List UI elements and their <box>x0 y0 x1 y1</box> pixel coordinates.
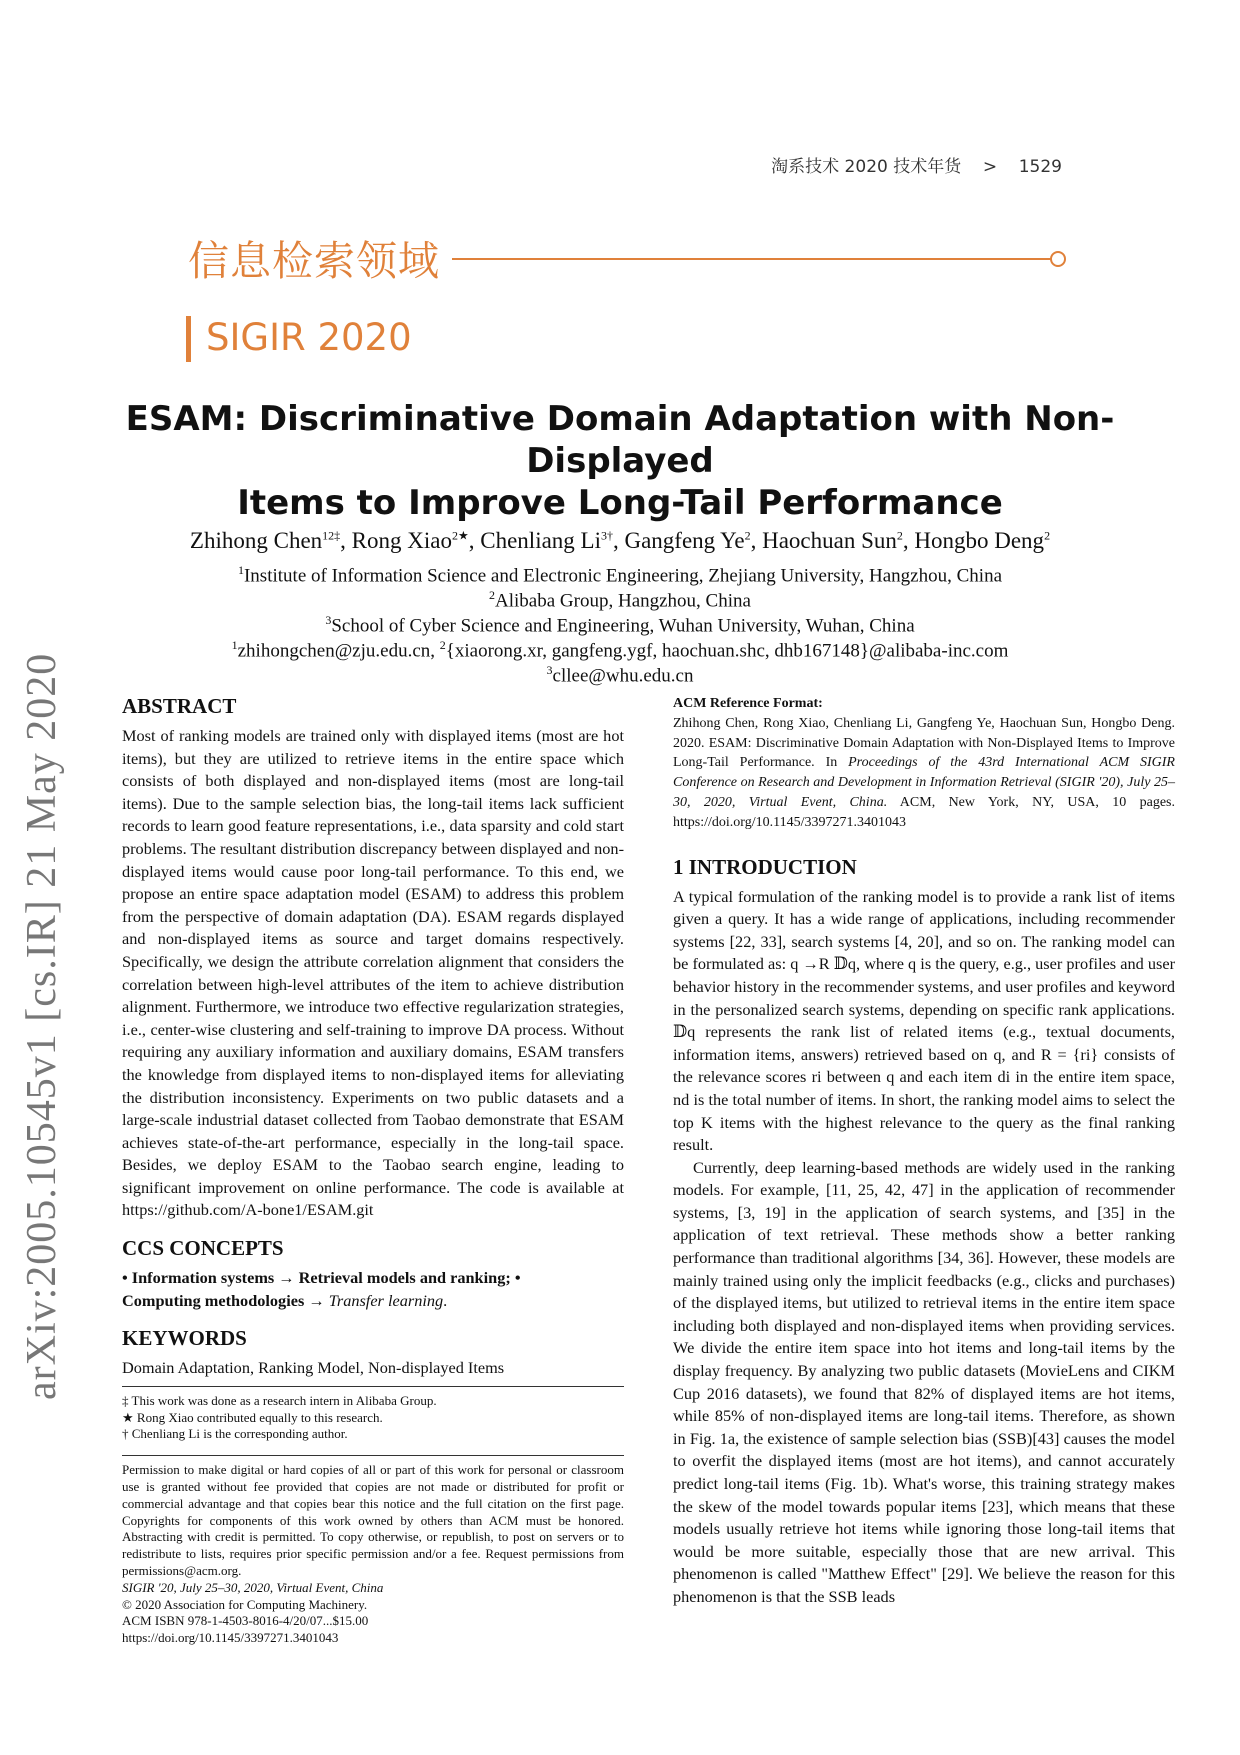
email-sup: 3 <box>546 663 553 677</box>
intro-paragraph-1: A typical formulation of the ranking model is to provide a rank list of items given a query. It has a wide range of applications, including recommender systems [22, 33], search systems [4, 20], and so on. The ranking model can be formulated as: q →R 𝔻q, where q is the query, e.g., user profiles and user behavior history in the recommender systems, and user profiles and keyword in the personalized search systems, depending on specific rank applications. 𝔻q represents the rank list of related items (e.g., textual documents, information items, answers) retrieved based on q, and R = {ri} consists of the relevance scores ri between q and each item di in the entire item space, nd is the total number of items. In short, the ranking model aims to select the top K items with the highest relevance to the query as the final ranking result. <box>673 886 1175 1155</box>
permission-conf <box>122 1580 624 1597</box>
email-sup: 2 <box>439 638 446 652</box>
aff-sup: 3 <box>325 613 332 627</box>
keywords-heading: KEYWORDS <box>122 1326 247 1351</box>
author-name: , Haochuan Sun <box>750 528 897 553</box>
permission-rule <box>122 1455 624 1456</box>
author-sup: 12‡ <box>322 528 341 543</box>
footnote-1: ‡ This work was done as a research intern in Alibaba Group. <box>122 1392 437 1408</box>
emails-2 <box>100 658 1140 688</box>
permission-copyright: © 2020 Association for Computing Machinery. <box>122 1596 368 1612</box>
ccs-line-2b: Transfer learning <box>328 1290 444 1310</box>
ccs-line-1: • Information systems → Retrieval models and ranking; • <box>122 1268 521 1288</box>
acm-ref-part2: Proceedings of the 43rd International ACM SIGIR Conference on Research and Development in Information Retrieval (SIGIR '20), July 25–30, 2020, Virtual Event, China. <box>673 755 1175 810</box>
acm-ref-part1: Zhihong Chen, Rong Xiao, Chenliang Li, Gangfeng Ye, Haochuan Sun, Hongbo Deng. 2020. ESAM: Discriminative Domain Adaptation with Non-Displayed Items to Improve Long-Tail Performance. In <box>673 715 1175 771</box>
ccs-line-2a: Computing methodologies → <box>122 1290 329 1310</box>
keywords-body: Domain Adaptation, Ranking Model, Non-displayed Items <box>122 1358 505 1378</box>
author-sup: 2 <box>744 528 751 543</box>
ccs-line-2c: . <box>443 1290 448 1310</box>
conf-text: SIGIR '20, July 25–30, 2020, Virtual Event, China <box>122 1579 384 1595</box>
acm-ref-part3: ACM, New York, NY, USA, 10 pages. https://doi.org/10.1145/3397271.3401043 <box>673 794 1175 830</box>
abstract-heading: ABSTRACT <box>122 694 237 718</box>
venue-bar <box>186 316 191 362</box>
paper-title <box>100 398 1140 524</box>
author-sup: 3† <box>600 528 613 543</box>
email-text: {xiaorong.xr, gangfeng.ygf, haochuan.shc, dhb167148}@alibaba-inc.com <box>445 640 1009 662</box>
ccs-heading: CCS CONCEPTS <box>122 1236 284 1261</box>
section-rule <box>452 258 1052 260</box>
intro-heading: 1 INTRODUCTION <box>673 854 857 879</box>
aff-sup: 1 <box>237 563 244 577</box>
aff-text: Alibaba Group, Hangzhou, China <box>495 590 751 612</box>
author-name: , Rong Xiao <box>340 528 452 553</box>
aff-text: School of Cyber Science and Engineering, Wuhan University, Wuhan, China <box>331 615 915 637</box>
arxiv-stamp: arXiv:2005.10545v1 [cs.IR] 21 May 2020 <box>19 652 65 1400</box>
running-title: 淘系技术 2020 技术年货 <box>771 157 962 177</box>
author-list <box>100 528 1140 554</box>
author-name: , Gangfeng Ye <box>612 528 745 553</box>
permission-doi[interactable]: https://doi.org/10.1145/3397271.3401043 <box>122 1630 339 1646</box>
section-rule-dot <box>1050 251 1066 267</box>
email-text: zhihongchen@zju.edu.cn, <box>237 640 440 662</box>
author-name: , Hongbo Deng <box>902 528 1045 553</box>
right-column <box>673 694 1175 1609</box>
section-title-cn: 信息检索领域 <box>188 237 440 285</box>
left-column <box>122 694 624 1647</box>
email-sup: 1 <box>231 638 238 652</box>
author-sup: 2★ <box>451 528 469 543</box>
aff-text: Institute of Information Science and Electronic Engineering, Zhejiang University, Hangzhou, China <box>243 565 1002 587</box>
author-sup: 2 <box>1044 528 1051 543</box>
aff-sup: 2 <box>489 588 496 602</box>
ccs-body <box>122 1267 624 1312</box>
author-name: , Chenliang Li <box>468 528 601 553</box>
footnote-3: † Chenliang Li is the corresponding author. <box>122 1426 348 1442</box>
venue-label: SIGIR 2020 <box>206 316 412 359</box>
intro-paragraph-2: Currently, deep learning-based methods are widely used in the ranking models. For example, [11, 25, 42, 47] in the application of recommender systems, [3, 19] in the application of search systems, and [35] in the application of text retrieval. These methods show a better ranking performance than traditional algorithms [34, 36]. However, these models are mainly trained using only the implicit feedbacks (e.g., clicks and purchases) of the displayed items, but utilized to retrieval items in the entire item space including both displayed and non-displayed items when providing services. We divide the entire item space into hot items and long-tail items by the display frequency. By analyzing two public datasets (MovieLens and CIKM Cup 2016 datasets), we found that 82% of displayed items are hot items, while 85% of non-displayed items are long-tail items. Therefore, as shown in Fig. 1a, the existence of sample selection bias (SSB)[43] causes the model to overfit the displayed items (most are hot items), and cannot accurately predict long-tail items (Fig. 1b). What's worse, this training strategy makes the skew of the model towards popular items [23], which means that these models usually retrieve hot items while ignoring those long-tail items that would be more suitable, especially those that are new arrival. This phenomenon is called "Matthew Effect" [29]. We believe the reason for this phenomenon is that the SSB leads <box>673 1157 1175 1606</box>
footnote-2: ★ Rong Xiao contributed equally to this research. <box>122 1409 383 1425</box>
page-number: 1529 <box>1018 157 1062 177</box>
permission-isbn: ACM ISBN 978-1-4503-8016-4/20/07...$15.00 <box>122 1613 369 1629</box>
permission-body: Permission to make digital or hard copies of all or part of this work for personal or classroom use is granted without fee provided that copies are not made or distributed for profit or commercial advantage and that copies bear this notice and the full citation on the first page. Copyrights for components of this work owned by others than ACM must be honored. Abstracting with credit is permitted. To copy otherwise, or republish, to post on servers or to redistribute to lists, requires prior specific permission and/or a fee. Request permissions from permissions@acm.org. <box>122 1462 624 1579</box>
author-name: Zhihong Chen <box>189 528 323 553</box>
title-line-2: Items to Improve Long-Tail Performance <box>237 483 1003 523</box>
acm-ref-body <box>673 714 1175 833</box>
email-text: cllee@whu.edu.cn <box>552 665 694 687</box>
running-header <box>771 152 1062 177</box>
acm-ref-heading: ACM Reference Format: <box>673 696 823 711</box>
abstract-body: Most of ranking models are trained only with displayed items (most are hot items), but they are utilized to retrieve items in the entire space which consists of both displayed and non-displayed items (most are long-tail items). Due to the sample selection bias, the long-tail items lack sufficient records to learn good feature representations, i.e., data sparsity and cold start problems. The resultant distribution discrepancy between displayed and non-displayed items would cause poor long-tail performance. To this end, we propose an entire space adaptation model (ESAM) to address this problem from the perspective of domain adaptation (DA). ESAM regards displayed and non-displayed items as source and target domains respectively. Specifically, we design the attribute correlation alignment that considers the correlation between high-level attributes of the item to achieve distribution alignment. Furthermore, we introduce two effective regularization strategies, i.e., center-wise clustering and self-training to improve DA process. Without requiring any auxiliary information and auxiliary domains, ESAM transfers the knowledge from displayed items to non-displayed items for alleviating the distribution inconsistency. Experiments on two public datasets and a large-scale industrial dataset collected from Taobao demonstrate that ESAM achieves state-of-the-art performance, especially in the long-tail space. Besides, we deploy ESAM to the Taobao search engine, leading to significant improvement on online performance. The code is available at https://github.com/A-bone1/ESAM.git <box>122 726 624 1220</box>
author-sup: 2 <box>896 528 903 543</box>
footnote-rule <box>122 1386 624 1387</box>
title-line-1: ESAM: Discriminative Domain Adaptation with Non-Displayed <box>125 399 1115 481</box>
running-sep: > <box>982 157 998 177</box>
